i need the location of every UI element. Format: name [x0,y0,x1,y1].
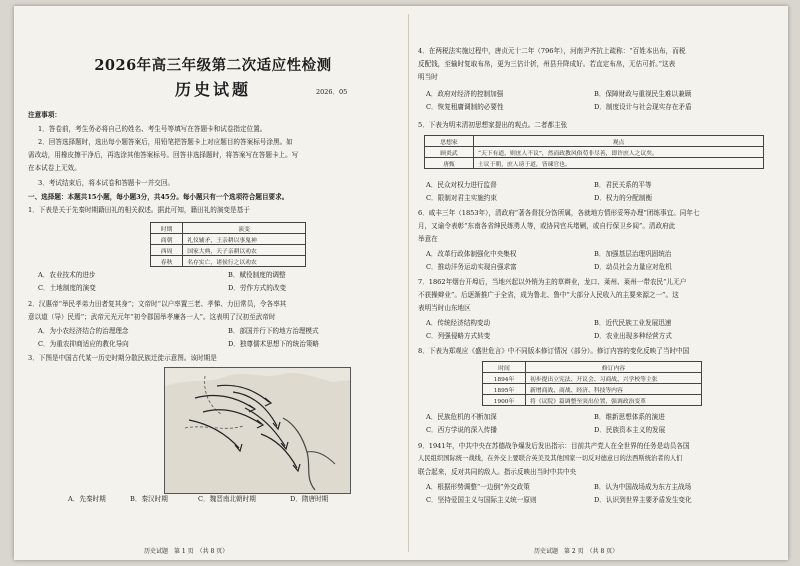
q5-option-b: B．君民关系的平等 [594,181,652,189]
page-divider [408,14,409,552]
q1-table-header-evolution: 演变 [183,223,306,234]
q7-option-c: C．列强侵略方式转变 [426,332,491,340]
q8-option-d: D．民族资本主义的发展 [594,426,666,434]
q8-option-b: B．维新思想体系的演进 [594,413,665,421]
subject-title: 历史试题 [174,80,251,99]
page-2-footer: 历史试题 第 2 页 （共 8 页） [534,548,619,555]
q4-stem-a: 4．在两税法实施过程中，唐贞元十二年（796年），河南尹齐抗上疏称：“百姓本出布，而税 [418,47,686,55]
q4-option-c: C．恢复租庸调制的必要性 [426,103,504,111]
page-2 [414,6,782,560]
page-1-footer: 历史试题 第 1 页 （共 8 页） [144,548,229,555]
q3-option-d: D．隋唐时期 [290,495,329,503]
q1-option-b: B．赋役制度的调整 [228,271,286,279]
q7-stem-c: 表明当时山东地区 [418,304,471,312]
q3-option-c: C．魏晋南北朝时期 [198,495,256,503]
q2-option-d: D．独尊儒术思想下的统治策略 [228,340,320,348]
q4-stem-c: 明当时 [418,73,438,81]
q6-stem-a: 6．咸丰三年（1853年），清政府“著各督抚分饬所属，各就地方情形妥筹办理”团练事宜。同年七 [418,209,700,217]
q8-table-header-time: 时间 [483,362,526,373]
section-1-heading: 一、选择题：本题共15小题，每小题3分，共45分。每小题只有一个选项符合题目要求。 [28,193,289,201]
notice-2a: 2．回答选择题时，选出每小题答案后，用铅笔把答题卡上对应题目的答案标号涂黑。如 [38,138,293,146]
q8-table-cell: 1900年 [483,395,526,406]
q5-stem: 5．下表为明末清初思想家提出的观点。二者都主张 [418,121,568,129]
q1-option-c: C．土地制度的演变 [38,284,96,292]
exam-date: 2026．05 [316,88,348,96]
q7-stem-a: 7．1862年烟台开埠后，当地兴起以外销为主的草辫业，龙口、莱州、莱州一带农民“儿无户 [418,278,687,286]
q4-option-d: D．制度设计与社会现实存在矛盾 [594,103,692,111]
q9-option-d: D．认识到世界主要矛盾发生变化 [594,496,692,504]
q5-table-header-thinker: 思想家 [425,136,474,147]
q1-table-header-period: 时期 [151,223,183,234]
q5-option-d: D．权力的分配制衡 [594,194,653,202]
q9-option-c: C．坚持爱国主义与国际主义统一原则 [426,496,537,504]
q1-table-cell: 名存实亡，诸侯行之以劝农 [183,256,306,267]
q1-table [150,222,306,267]
q4-option-b: B．保障财政与重视民生难以兼顾 [594,90,692,98]
q4-stem-b: 反配钱，至输时复取布帛，更为三估计折，州县升降成好。若直定布帛，无估可折。”这表 [418,60,676,68]
q5-table-cell: 士议于朝，庶人谤于道，皆谏官也。 [474,158,764,169]
q5-table-cell: 顾炎武 [425,147,474,158]
q9-stem-a: 9．1941年，中共中央在苏德战争爆发后发出指示：目前共产党人在全世界的任务是动员各国 [418,442,690,450]
q5-table-cell: “天下有道，则庶人不议”，然而政教风俗苟非尽善，即许庶人之议矣。 [474,147,764,158]
q8-stem: 8．下表为郑观应《盛世危言》中不同版本修订情况（部分）。修订内容的变化反映了当时中国 [418,347,690,355]
q8-option-c: C．西方学说的深入传播 [426,426,497,434]
q1-option-a: A．农业技术的进步 [38,271,96,279]
q8-table-header-content: 修订内容 [526,362,702,373]
notice-1: 1．答卷前，考生务必将自己的姓名、考生号等填写在答题卡和试卷指定位置。 [38,125,267,133]
q6-stem-c: 举意在 [418,235,438,243]
q2-option-b: B．部国并行下的地方治理模式 [228,327,319,335]
exam-title: 2026年高三年级第二次适应性检测 [94,57,332,74]
q8-table-cell: 1894年 [483,373,526,384]
exam-sheet [14,6,788,560]
q9-option-b: B．认为中国战场成为东方主战场 [594,483,692,491]
q8-table-cell: 1895年 [483,384,526,395]
q5-table-cell: 唐甄 [425,158,474,169]
q1-table-cell: 礼仪辅矛，王亲耕以事鬼神 [183,234,306,245]
q3-option-b: B．秦汉时期 [130,495,168,503]
migration-map [164,367,351,494]
q1-stem: 1．下表是关于先秦时期籍田礼的相关叙述。据此可知，籍田礼的演变是基于 [28,206,250,214]
notice-3: 3．考试结束后，将本试卷和答题卡一并交回。 [38,179,175,187]
q8-table [482,361,702,406]
q9-stem-c: 联合起来，反对共同的敌人。指示反映出当时中共中央 [418,468,577,476]
notice-2b: 需改动，用橡皮擦干净后，再选涂其他答案标号。回答非选择题时，将答案写在答题卡上。写 [28,151,299,159]
q9-stem-b: 人民组织国际统一战线，在外交上要联合英美及其他国家一切反对德意日的法西斯统治者的人们 [418,455,683,462]
migration-map-graphic [165,368,350,493]
q6-stem-b: 月，又谕令表彰“东南各省绅民练勇人等，或协同官兵堵剿，或自行保卫乡闾”。清政府此 [418,222,676,230]
q6-option-a: A．改革行政体制强化中央集权 [426,250,517,258]
q1-table-cell: 商朝 [151,234,183,245]
q5-table [424,135,764,169]
q6-option-d: D．动员社会力量应对危机 [594,263,672,271]
q8-table-cell: 将《议院》篇调整至突出位置，强调政治变革 [526,395,702,406]
q6-option-c: C．推动洋务运动实现自强求富 [426,263,517,271]
q6-option-b: B．加强基层治理巩固统治 [594,250,672,258]
q1-table-cell: 春秋 [151,256,183,267]
q8-table-cell: 初步提出立宪法、开议会、习商战、兴学校等主张 [526,373,702,384]
q2-option-a: A．为小农经济结合的治理理念 [38,327,129,335]
q5-table-header-view: 观点 [474,136,764,147]
q1-option-d: D．劳作方式的改变 [228,284,287,292]
q3-option-a: A．先秦时期 [68,495,106,503]
q1-table-cell: 西周 [151,245,183,256]
q5-option-a: A．民众对权力进行监督 [426,181,497,189]
q2-stem-b: 意以道（导）民焉”；武帝元光元年“初令郡国举孝廉各一人”。这表明了汉初至武帝时 [28,313,276,321]
q8-option-a: A．民族危机的不断加深 [426,413,497,421]
q5-option-c: C．限制对君主实施约束 [426,194,497,202]
q3-stem: 3．下图是中国古代某一历史时期分散民族迁徙示意图。该时期是 [28,354,217,362]
q8-table-cell: 新增商战、商战、经济、科技等内容 [526,384,702,395]
notice-2c: 在本试卷上无效。 [28,164,81,172]
q9-option-a: A．根据形势调整“一边倒”外交政策 [426,483,530,491]
page-1 [24,6,402,560]
q7-stem-b: 不获操辫业”。后逐渐推广于全省，成为鲁北、鲁中“大部分人民收入的主要来源之一”。这 [418,291,679,299]
q7-option-a: A．传统经济结构变动 [426,319,491,327]
q2-option-c: C．为重农抑商适应的教化导向 [38,340,129,348]
q2-stem-a: 2．汉惠帝“举民孝弟力田者复其身”；文帝时“以户率置三老、孝悌、力田常员，令各率其 [28,300,287,308]
q7-option-d: D．农业出现多种经营方式 [594,332,672,340]
q7-option-b: B．近代民族工业发展迅速 [594,319,672,327]
q1-table-cell: 国家大典，天子亲耕以劝农 [183,245,306,256]
notice-title: 注意事项： [28,111,61,119]
q4-option-a: A．政府对经济的控制加强 [426,90,504,98]
